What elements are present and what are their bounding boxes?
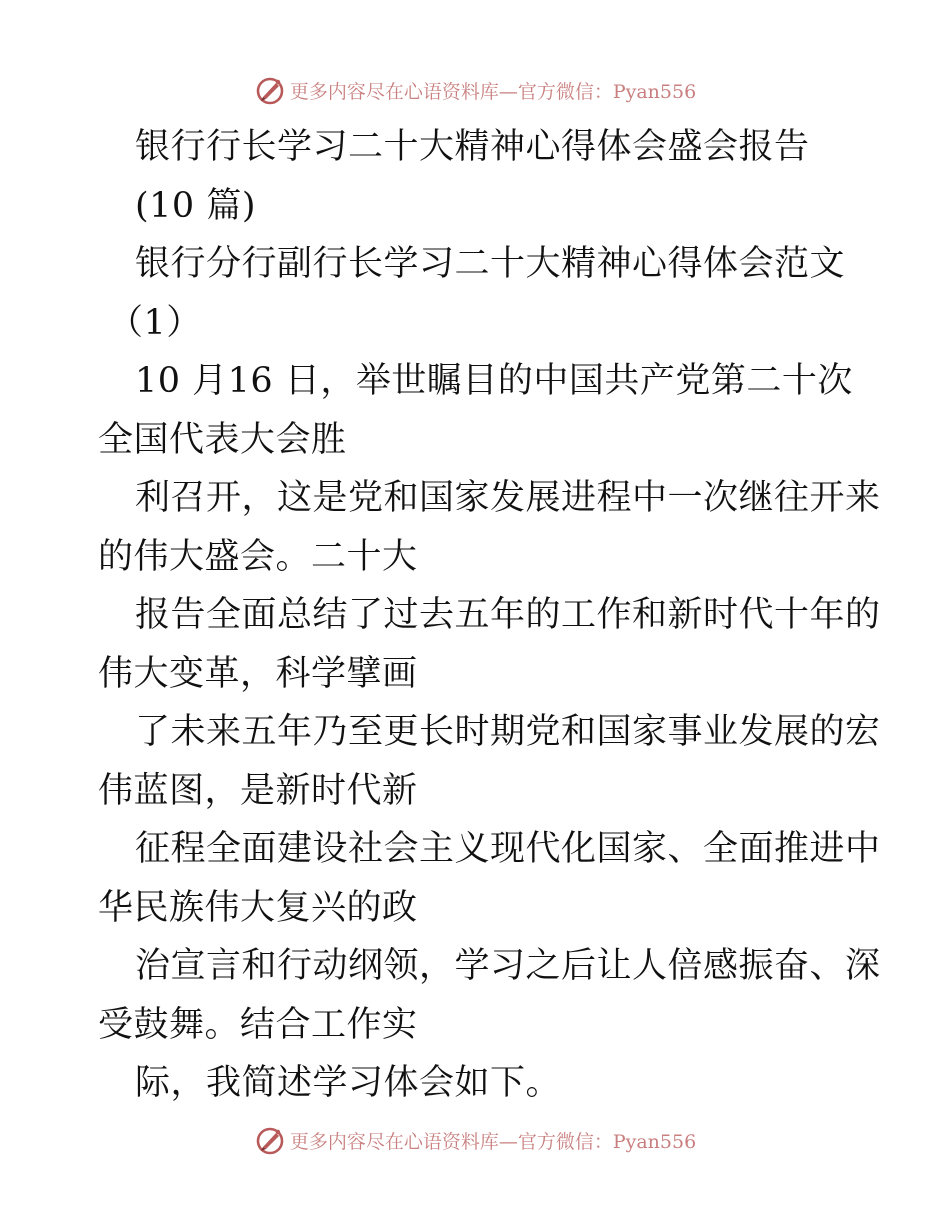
- header-banner-text: 更多内容尽在心语资料库—官方微信：Pyan556: [289, 80, 697, 103]
- document-subtitle-line-1: 银行分行副行长学习二十大精神心得体会范文: [135, 244, 846, 284]
- paragraph-line: 征程全面建设社会主义现代化国家、全面推进中: [135, 829, 881, 869]
- paragraph-line: 伟蓝图，是新时代新: [98, 770, 418, 811]
- document-subtitle-line-2: （1）: [108, 302, 202, 343]
- stylized-pen-logo-icon: [254, 1124, 286, 1156]
- footer-banner-text: 更多内容尽在心语资料库—官方微信：Pyan556: [289, 1130, 697, 1153]
- footer-banner: [0, 1120, 950, 1160]
- paragraph-line: 全国代表大会胜: [98, 419, 347, 460]
- paragraph-line: 的伟大盛会。二十大: [98, 536, 418, 577]
- document-title-line-1: 银行行长学习二十大精神心得体会盛会报告: [135, 127, 810, 167]
- document-body: [98, 118, 881, 1113]
- paragraph-line: 治宣言和行动纲领，学习之后让人倍感振奋、深: [135, 946, 881, 986]
- paragraph-line: 际，我简述学习体会如下。: [135, 1063, 562, 1103]
- document-title-line-2: (10 篇): [135, 185, 256, 226]
- paragraph-line: 伟大变革，科学擘画: [98, 653, 418, 694]
- paragraph-line: 报告全面总结了过去五年的工作和新时代十年的: [135, 595, 881, 635]
- paragraph-line: 受鼓舞。结合工作实: [98, 1004, 418, 1045]
- paragraph-line: 了未来五年乃至更长时期党和国家事业发展的宏: [135, 712, 881, 752]
- paragraph-line: 华民族伟大复兴的政: [98, 887, 418, 928]
- stylized-pen-logo-icon: [254, 74, 286, 106]
- header-banner: [0, 70, 950, 110]
- paragraph-line: 利召开，这是党和国家发展进程中一次继往开来: [135, 478, 881, 518]
- paragraph-line: 10 月16 日，举世瞩目的中国共产党第二十次: [135, 361, 853, 401]
